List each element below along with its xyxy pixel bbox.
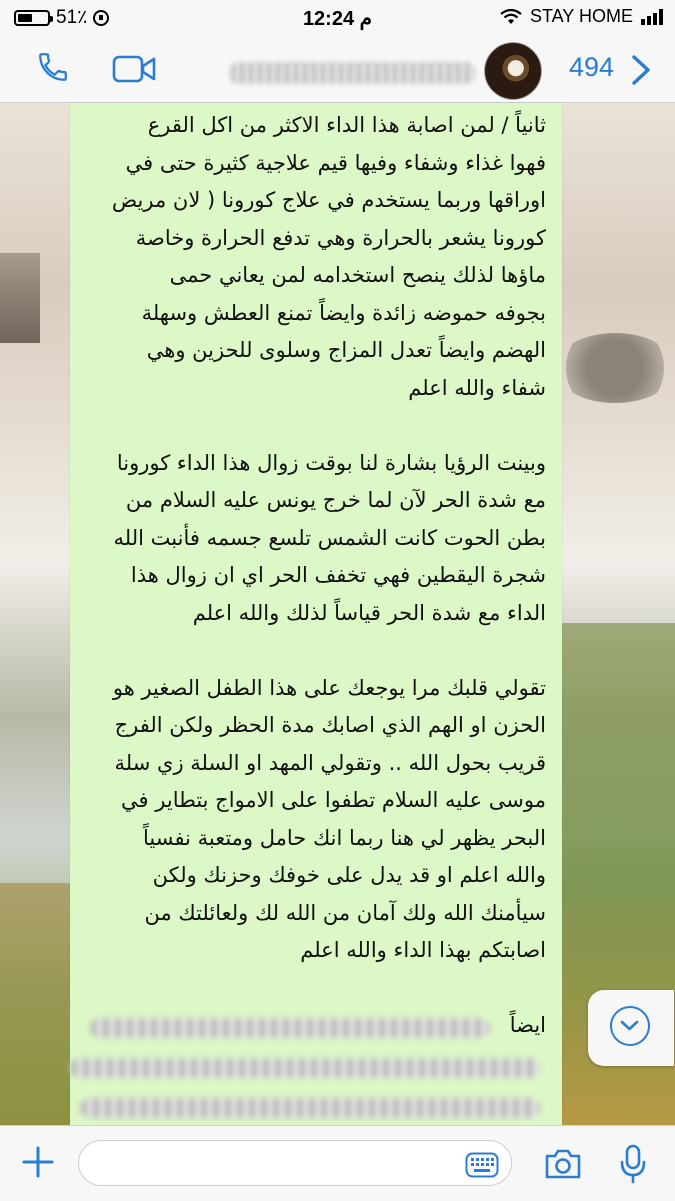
carrier-name: STAY HOME — [529, 6, 633, 26]
wallpaper-shape — [555, 333, 675, 403]
contact-name-redacted[interactable] — [230, 62, 475, 84]
signal-icon — [641, 9, 663, 25]
chevron-right-icon[interactable] — [630, 54, 652, 90]
message-bubble[interactable] — [70, 103, 562, 1125]
redacted-text — [90, 1018, 490, 1038]
status-right — [500, 6, 663, 27]
message-input[interactable] — [78, 1140, 512, 1186]
wifi-icon — [500, 9, 522, 25]
battery-percent: 51٪ — [56, 7, 88, 28]
plus-icon[interactable] — [22, 1146, 54, 1182]
chat-header — [0, 36, 675, 103]
video-call-icon[interactable] — [112, 54, 156, 88]
microphone-icon[interactable] — [620, 1144, 646, 1188]
message-text: ثانياً / لمن اصابة هذا الداء الاكثر من اكل القرع فهوا غذاء وشفاء وفيها قيم علاجية كثيرة حتى في اوراقها وربما يستخدم في علاج كورونا ( لان مريض كورونا يشعر بالحرارة وهي تدفع الحرارة وخاصة ماؤها لذلك ينصح استخدامه لمن يعاني حمى بجوفه حموضه زائدة وايضاً تمنع العطش وسهلة الهضم وايضاً تعدل المزاج وسلوى للحزين وهي شفاء والله اعلم وبينت الرؤيا بشارة لنا بوقت زوال هذا الداء كورونا مع شدة الحر لآن لما خرج يونس عليه السلام من بطن الحوت كانت الشمس تلسع جسمه فأنبت الله شجرة اليقطين فهي تخفف الحر اي ان زوال هذا الداء مع شدة الحر قياساً لذلك والله اعلم تقولي قلبك مرا يوجعك على هذا الطفل الصغير هو الحزن او الهم الذي اصابك مدة الحظر ولكن الفرج قريب بحول الله .. وتقولي المهد او السلة زي سلة موسى عليه السلام تطفوا على الامواج بتطاير في البحر يظهر لي هنا ربما انك حامل ومتعبة نفسياً والله اعلم او قد يدل على خوفك وحزنك ولكن سيأمنك الله ولك آمان من الله لك ولعائلتك من اصابتكم بهذا الداء والله اعلم ايضاً — [111, 113, 546, 1037]
voice-call-icon[interactable] — [36, 50, 70, 88]
wallpaper-shape — [0, 883, 70, 1125]
unread-count[interactable]: 494 — [569, 52, 615, 82]
redacted-text — [80, 1098, 540, 1118]
keyboard-sticker-icon[interactable] — [465, 1152, 499, 1182]
camera-icon[interactable] — [544, 1148, 582, 1184]
scroll-to-bottom-button[interactable] — [588, 990, 674, 1066]
contact-avatar[interactable] — [484, 42, 542, 100]
wallpaper-shape — [0, 253, 40, 343]
status-time: 12:24 م — [302, 8, 373, 30]
status-bar — [0, 0, 675, 36]
input-bar — [0, 1125, 675, 1201]
chevron-down-icon — [610, 1006, 650, 1046]
redacted-text — [70, 1058, 540, 1078]
